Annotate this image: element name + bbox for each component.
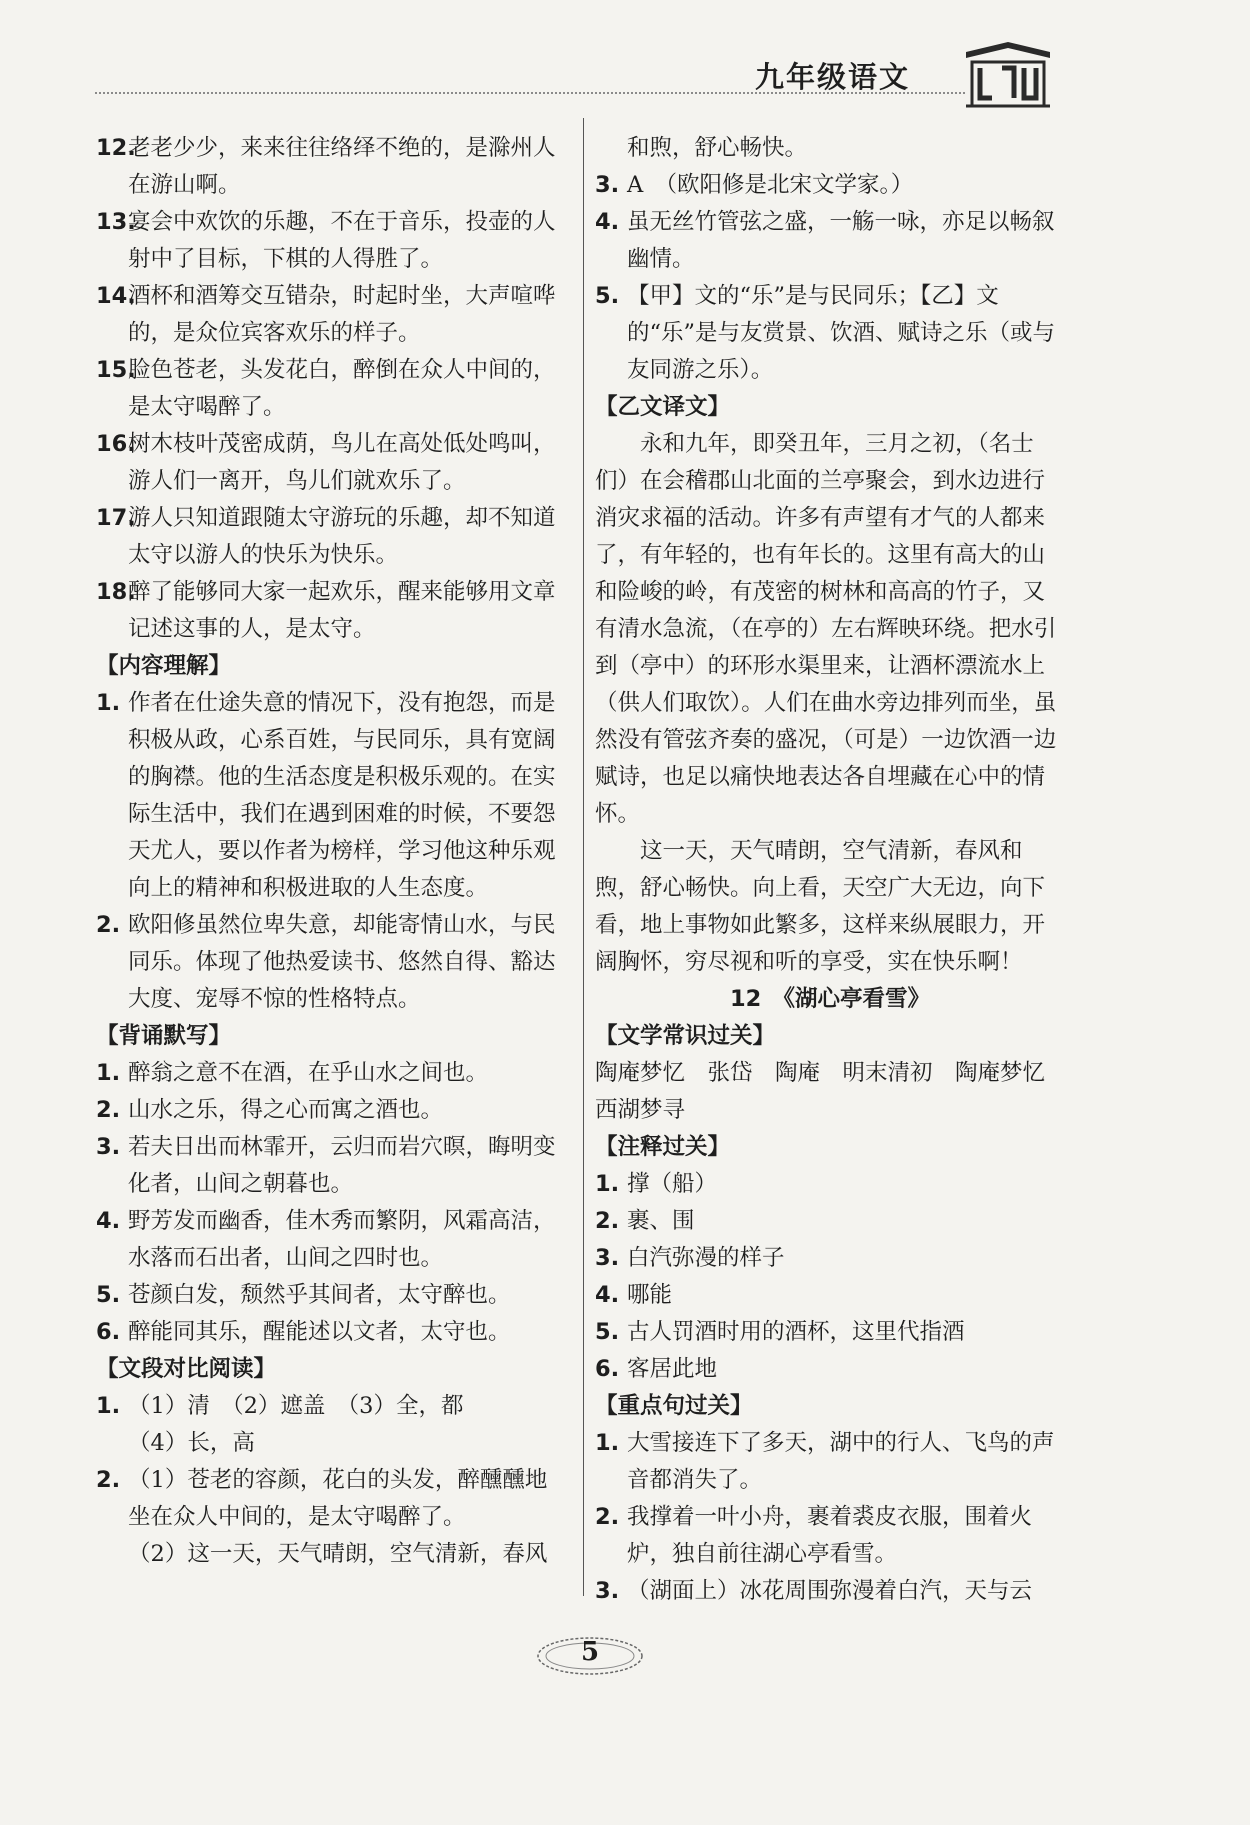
page-number-badge bbox=[535, 1625, 645, 1687]
list-item bbox=[595, 204, 1065, 278]
item-number: 3. bbox=[595, 1245, 620, 1271]
key-sentence-list bbox=[595, 1425, 1065, 1610]
list-item bbox=[595, 1277, 1065, 1314]
item-number: 2. bbox=[595, 1504, 620, 1530]
item-text: A （欧阳修是北宋文学家。） bbox=[627, 172, 914, 198]
list-item bbox=[595, 1240, 1065, 1277]
recite-list bbox=[96, 1055, 566, 1351]
item-number: 14. bbox=[96, 283, 136, 309]
list-item bbox=[96, 1055, 566, 1092]
item-number: 17. bbox=[96, 505, 136, 531]
list-item bbox=[96, 907, 566, 1018]
item-text: 撑（船） bbox=[627, 1171, 718, 1197]
book-logo-icon bbox=[962, 38, 1054, 112]
list-item bbox=[96, 278, 566, 352]
item-number: 2. bbox=[96, 1097, 121, 1123]
item-number: 5. bbox=[96, 1282, 121, 1308]
item-number: 1. bbox=[595, 1171, 620, 1197]
item-number: 16. bbox=[96, 431, 136, 457]
item-text: 山水之乐，得之心而寓之酒也。 bbox=[128, 1097, 444, 1123]
item-text: 作者在仕途失意的情况下，没有抱怨，而是积极从政，心系百姓，与民同乐，具有宽阔的胸襟。他的生活态度是积极乐观的。在实际生活中，我们在遇到困难的时候，不要怨天尤人，要以作者为榜样，学习他这种乐观向上的精神和积极进取的人生态度。 bbox=[128, 690, 556, 901]
item-number: 4. bbox=[595, 1282, 620, 1308]
list-item bbox=[96, 685, 566, 907]
section-heading-key-sentences: 【重点句过关】 bbox=[595, 1393, 753, 1419]
item-number: 15. bbox=[96, 357, 136, 383]
section-heading-literature: 【文学常识过关】 bbox=[595, 1023, 776, 1049]
item-number: 5. bbox=[595, 283, 620, 309]
chapter-title: 12 《湖心亭看雪》 bbox=[729, 986, 931, 1012]
list-item bbox=[96, 1203, 566, 1277]
list-item bbox=[96, 1092, 566, 1129]
item-text: 裹、围 bbox=[627, 1208, 695, 1234]
page-number: 5 bbox=[580, 1637, 600, 1667]
section-heading-content: 【内容理解】 bbox=[96, 653, 232, 679]
list-item bbox=[96, 130, 566, 204]
translation-paragraph: 永和九年，即癸丑年，三月之初，（名士们）在会稽郡山北面的兰亭聚会，到水边进行消灾求福的活动。许多有声望有才气的人都来了，有年轻的，也有年长的。这里有高大的山和险峻的岭，有茂密的树林和高高的竹子，又有清水急流，（在亭的）左右辉映环绕。把水引到（亭中）的环形水渠里来，让酒杯漂流水上（供人们取饮）。人们在曲水旁边排列而坐，虽然没有管弦齐奏的盛况，（可是）一边饮酒一边赋诗，也足以痛快地表达各自埋藏在心中的情怀。 bbox=[595, 431, 1057, 827]
item-text: 大雪接连下了多天，湖中的行人、飞鸟的声音都消失了。 bbox=[627, 1430, 1055, 1493]
list-item: 1. （1）清 （2）遮盖 （3）全，都 （4）长，高 bbox=[96, 1393, 464, 1456]
item-text: 欧阳修虽然位卑失意，却能寄情山水，与民同乐。体现了他热爱读书、悠然自得、豁达大度、宠辱不惊的性格特点。 bbox=[128, 912, 556, 1012]
list-item bbox=[595, 1166, 1065, 1203]
item-number: 6. bbox=[595, 1356, 620, 1382]
answer-list bbox=[595, 167, 1065, 389]
item-number: 3. bbox=[595, 1578, 620, 1604]
list-item bbox=[595, 278, 1065, 389]
section-heading-recite: 【背诵默写】 bbox=[96, 1023, 232, 1049]
left-column bbox=[96, 130, 566, 1573]
item-number: 1. bbox=[595, 1430, 620, 1456]
list-item bbox=[96, 1129, 566, 1203]
item-number: 1. bbox=[96, 1060, 121, 1086]
list-item bbox=[96, 352, 566, 426]
item-number: 3. bbox=[96, 1134, 121, 1160]
list-item bbox=[96, 1277, 566, 1314]
item-number: 18. bbox=[96, 579, 136, 605]
item-number: 2. bbox=[595, 1208, 620, 1234]
item-number: 3. bbox=[595, 172, 620, 198]
item-number: 4. bbox=[96, 1208, 121, 1234]
list-item bbox=[595, 1314, 1065, 1351]
item-text: 老老少少，来来往往络绎不绝的，是滁州人在游山啊。 bbox=[128, 135, 556, 198]
list-item bbox=[595, 1499, 1065, 1573]
item-text: 醉能同其乐，醒能述以文者，太守也。 bbox=[128, 1319, 511, 1345]
page-header-title: 九年级语文 bbox=[755, 60, 911, 94]
item-text: 醉翁之意不在酒，在乎山水之间也。 bbox=[128, 1060, 489, 1086]
list-item bbox=[96, 204, 566, 278]
item-text: 我撑着一叶小舟，裹着裘皮衣服，围着火炉，独自前往湖心亭看雪。 bbox=[627, 1504, 1033, 1567]
translation-list bbox=[96, 130, 566, 648]
item-text: 游人只知道跟随太守游玩的乐趣，却不知道太守以游人的快乐为快乐。 bbox=[128, 505, 556, 568]
list-item bbox=[595, 1425, 1065, 1499]
right-column bbox=[595, 130, 1068, 1610]
list-item bbox=[96, 426, 566, 500]
section-heading-compare: 【文段对比阅读】 bbox=[96, 1356, 277, 1382]
translation-paragraph: 这一天，天气晴朗，空气清新，春风和煦，舒心畅快。向上看，天空广大无边，向下看，地上事物如此繁多，这样来纵展眼力，开阔胸怀，穷尽视和听的享受，实在快乐啊！ bbox=[595, 838, 1046, 975]
item-text: （湖面上）冰花周围弥漫着白汽，天与云 bbox=[627, 1578, 1033, 1604]
section-heading-notes: 【注释过关】 bbox=[595, 1134, 731, 1160]
section-heading-translation: 【乙文译文】 bbox=[595, 394, 731, 420]
item-number: 2. bbox=[96, 912, 121, 938]
list-item: 2. （1）苍老的容颜，花白的头发，醉醺醺地坐在众人中间的，是太守喝醉了。 （2）这一天，天气晴朗，空气清新，春风 bbox=[96, 1467, 548, 1567]
item-text: 虽无丝竹管弦之盛，一觞一咏，亦足以畅叙幽情。 bbox=[627, 209, 1055, 272]
item-number: 1. bbox=[96, 690, 121, 716]
item-text: 客居此地 bbox=[627, 1356, 718, 1382]
item-number: 13. bbox=[96, 209, 136, 235]
list-item bbox=[595, 167, 1065, 204]
list-item bbox=[96, 1314, 566, 1351]
item-number: 12. bbox=[96, 135, 136, 161]
item-text: 宴会中欢饮的乐趣，不在于音乐，投壶的人射中了目标，下棋的人得胜了。 bbox=[128, 209, 556, 272]
content-list bbox=[96, 685, 566, 1018]
item-text: 酒杯和酒筹交互错杂，时起时坐，大声喧哗的，是众位宾客欢乐的样子。 bbox=[128, 283, 556, 346]
column-divider bbox=[583, 118, 584, 1596]
item-text: 古人罚酒时用的酒杯，这里代指酒 bbox=[627, 1319, 965, 1345]
item-number: 6. bbox=[96, 1319, 121, 1345]
item-number: 5. bbox=[595, 1319, 620, 1345]
list-item bbox=[595, 1351, 1065, 1388]
list-item bbox=[595, 1203, 1065, 1240]
item-text: 野芳发而幽香，佳木秀而繁阴，风霜高洁，水落而石出者，山间之四时也。 bbox=[128, 1208, 556, 1271]
item-text: 【甲】文的“乐”是与民同乐；【乙】文的“乐”是与友赏景、饮酒、赋诗之乐（或与友同游之乐）。 bbox=[627, 283, 1056, 383]
list-item bbox=[96, 500, 566, 574]
item-number: 4. bbox=[595, 209, 620, 235]
item-text: 白汽弥漫的样子 bbox=[627, 1245, 785, 1271]
notes-list bbox=[595, 1166, 1065, 1388]
list-item bbox=[96, 574, 566, 648]
item-text: 醉了能够同大家一起欢乐，醒来能够用文章记述这事的人，是太守。 bbox=[128, 579, 556, 642]
item-text: 哪能 bbox=[627, 1282, 673, 1308]
item-text: 树木枝叶茂密成荫，鸟儿在高处低处鸣叫，游人们一离开，鸟儿们就欢乐了。 bbox=[128, 431, 556, 494]
list-item bbox=[595, 1573, 1065, 1610]
item-text: 若夫日出而林霏开，云归而岩穴暝，晦明变化者，山间之朝暮也。 bbox=[128, 1134, 556, 1197]
item-text: 脸色苍老，头发花白，醉倒在众人中间的，是太守喝醉了。 bbox=[128, 357, 556, 420]
literature-answers: 陶庵梦忆 张岱 陶庵 明末清初 陶庵梦忆 西湖梦寻 bbox=[595, 1060, 1068, 1123]
item-text: 苍颜白发，颓然乎其间者，太守醉也。 bbox=[128, 1282, 511, 1308]
continued-text: 和煦，舒心畅快。 bbox=[627, 135, 808, 161]
